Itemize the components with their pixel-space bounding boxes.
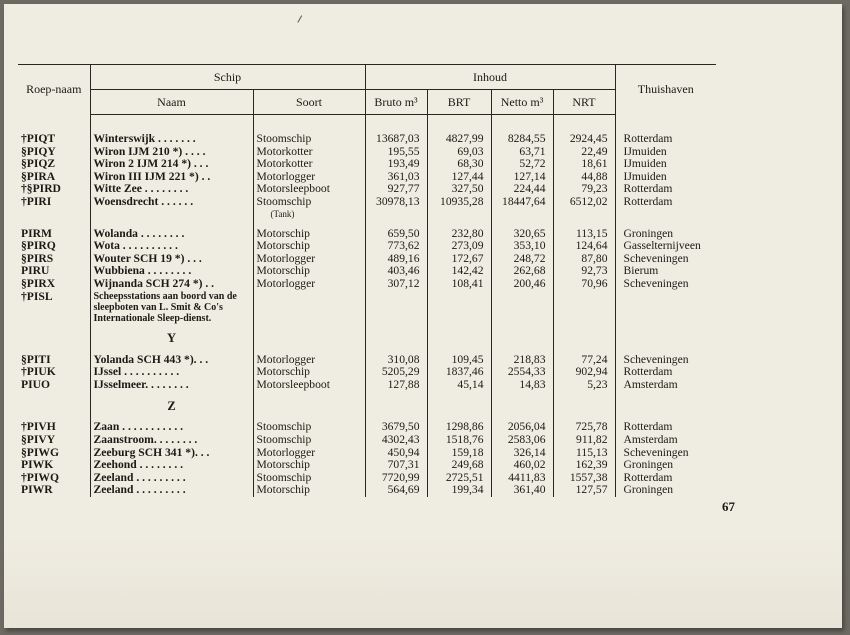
spacer-row xyxy=(18,219,716,228)
brt-value: 68,30 xyxy=(427,158,491,171)
bruto-value: 7720,99 xyxy=(365,472,427,485)
brt-value: 159,18 xyxy=(427,447,491,460)
ship-name: Zaanstroom. . . . . . . . xyxy=(90,434,253,447)
ship-type xyxy=(253,379,365,392)
ship-type xyxy=(253,196,365,219)
ship-type-label: Motorlogger xyxy=(256,251,316,265)
call-sign: †PIRI xyxy=(21,194,52,208)
ship-type-label: Stoomschip xyxy=(256,194,312,208)
call-sign: §PIQZ xyxy=(21,157,56,171)
page-number: 67 xyxy=(722,499,735,514)
table-row xyxy=(18,253,716,266)
nrt-value: 162,39 xyxy=(553,459,615,472)
brt-value: 4827,99 xyxy=(427,133,491,146)
spacer-row xyxy=(18,115,716,134)
netto-value: 14,83 xyxy=(491,379,553,392)
nrt-value: 77,24 xyxy=(553,354,615,367)
table-row xyxy=(18,196,716,219)
ship-type-label: Motorlogger xyxy=(256,276,316,290)
brt-value: 327,50 xyxy=(427,183,491,196)
nrt-value: 113,15 xyxy=(553,228,615,241)
nrt-value: 124,64 xyxy=(553,240,615,253)
brt-value: 2725,51 xyxy=(427,472,491,485)
ship-name: Winterswijk . . . . . . . xyxy=(90,133,253,146)
home-port: Bierum xyxy=(615,265,716,278)
brt-value: 172,67 xyxy=(427,253,491,266)
netto-value: 218,83 xyxy=(491,354,553,367)
home-port: Scheveningen xyxy=(615,447,716,460)
brt-value: 109,45 xyxy=(427,354,491,367)
table-row xyxy=(18,278,716,291)
netto-value: 200,46 xyxy=(491,278,553,291)
bruto-value: 773,62 xyxy=(365,240,427,253)
ship-type-label: Stoomschip xyxy=(256,470,312,484)
netto-value: 262,68 xyxy=(491,265,553,278)
nrt-value: 22,49 xyxy=(553,146,615,159)
bruto-value: 450,94 xyxy=(365,447,427,460)
call-sign: †§PIRD xyxy=(21,182,61,196)
table-row xyxy=(18,291,716,324)
tank-note: (Tank) xyxy=(270,208,295,219)
call-sign: §PIRQ xyxy=(21,239,56,253)
call-sign: §PIRS xyxy=(21,251,54,265)
netto-value: 361,40 xyxy=(491,484,553,497)
station-note: Scheepsstations aan boord van de sleepboten van L. Smit & Co's Internationale Sleep-dienst. xyxy=(93,290,237,324)
nrt-value: 1557,38 xyxy=(553,472,615,485)
brt-value: 69,03 xyxy=(427,146,491,159)
nrt-value: 2924,45 xyxy=(553,133,615,146)
ship-type-label: Motorsleepboot xyxy=(256,182,330,196)
ship-name: Witte Zee . . . . . . . . xyxy=(90,183,253,196)
header-brt: BRT xyxy=(427,90,491,115)
bruto-value: 4302,43 xyxy=(365,434,427,447)
netto-value: 127,14 xyxy=(491,171,553,184)
nrt-value: 92,73 xyxy=(553,265,615,278)
call-sign: PIUO xyxy=(21,377,50,391)
home-port: Gasselternijveen xyxy=(615,240,716,253)
home-port: Scheveningen xyxy=(615,278,716,291)
home-port: IJmuiden xyxy=(615,171,716,184)
header-naam: Naam xyxy=(90,90,253,115)
ship-name: Wiron 2 IJM 214 *) . . . xyxy=(90,158,253,171)
table-row xyxy=(18,459,716,472)
nrt-value: 18,61 xyxy=(553,158,615,171)
ship-name: Yolanda SCH 443 *). . . xyxy=(90,354,253,367)
table-row xyxy=(18,158,716,171)
table-row xyxy=(18,379,716,392)
home-port: Rotterdam xyxy=(615,366,716,379)
ship-name: Zeehond . . . . . . . . xyxy=(90,459,253,472)
table-row xyxy=(18,354,716,367)
header-soort: Soort xyxy=(253,90,365,115)
nrt-value: 127,57 xyxy=(553,484,615,497)
bruto-value: 13687,03 xyxy=(365,133,427,146)
brt-value: 232,80 xyxy=(427,228,491,241)
table-row xyxy=(18,228,716,241)
netto-value: 2056,04 xyxy=(491,421,553,434)
call-sign: PIWR xyxy=(21,483,53,497)
ship-type-label: Motorschip xyxy=(256,365,310,379)
netto-value: 460,02 xyxy=(491,459,553,472)
netto-value: 63,71 xyxy=(491,146,553,159)
bruto-value: 3679,50 xyxy=(365,421,427,434)
home-port: Rotterdam xyxy=(615,472,716,485)
call-sign: †PIUK xyxy=(21,365,56,379)
netto-value: 2554,33 xyxy=(491,366,553,379)
call-sign: §PIRX xyxy=(21,276,56,290)
bruto-value: 127,88 xyxy=(365,379,427,392)
call-sign-table xyxy=(18,64,716,497)
ship-name: IJssel . . . . . . . . . . xyxy=(90,366,253,379)
table-row xyxy=(18,421,716,434)
header-netto: Netto m³ xyxy=(491,90,553,115)
home-port: Amsterdam xyxy=(615,434,716,447)
header-thuishaven: Thuishaven xyxy=(615,65,716,115)
nrt-value: 6512,02 xyxy=(553,196,615,219)
call-sign: §PIVY xyxy=(21,432,56,446)
ship-type-label: Motorschip xyxy=(256,458,310,472)
brt-value: 273,09 xyxy=(427,240,491,253)
netto-value: 248,72 xyxy=(491,253,553,266)
ship-type-label: Motorschip xyxy=(256,226,310,240)
call-sign: §PITI xyxy=(21,352,51,366)
netto-value: 8284,55 xyxy=(491,133,553,146)
ship-name: Zaan . . . . . . . . . . . xyxy=(90,421,253,434)
brt-value: 45,14 xyxy=(427,379,491,392)
netto-value: 52,72 xyxy=(491,158,553,171)
ship-type-label: Motorlogger xyxy=(256,445,316,459)
section-heading-y xyxy=(18,324,716,354)
ship-type-label: Stoomschip xyxy=(256,132,312,145)
nrt-value: 911,82 xyxy=(553,434,615,447)
ship-type-label: Stoomschip xyxy=(256,420,312,434)
call-sign: †PISL xyxy=(21,289,53,303)
home-port: Rotterdam xyxy=(615,196,716,219)
table-row xyxy=(18,366,716,379)
document-page xyxy=(4,4,842,628)
ship-name: Wota . . . . . . . . . . xyxy=(90,240,253,253)
ship-name: IJsselmeer. . . . . . . . xyxy=(90,379,253,392)
ship-name: Zeeland . . . . . . . . . xyxy=(90,472,253,485)
bruto-value: 659,50 xyxy=(365,228,427,241)
brt-value: 1518,76 xyxy=(427,434,491,447)
home-port: Groningen xyxy=(615,228,716,241)
brt-value: 249,68 xyxy=(427,459,491,472)
nrt-value: 79,23 xyxy=(553,183,615,196)
bruto-value: 403,46 xyxy=(365,265,427,278)
header-nrt: NRT xyxy=(553,90,615,115)
ship-name: Woensdrecht . . . . . . xyxy=(90,196,253,219)
table-row xyxy=(18,146,716,159)
bruto-value: 489,16 xyxy=(365,253,427,266)
table-row xyxy=(18,133,716,146)
ship-type-label: Motorlogger xyxy=(256,352,316,366)
page-lower-shade xyxy=(4,536,842,628)
brt-value: 142,42 xyxy=(427,265,491,278)
home-port: Groningen xyxy=(615,459,716,472)
table-row xyxy=(18,183,716,196)
ship-name: Wiron IJM 210 *) . . . . xyxy=(90,146,253,159)
bruto-value: 707,31 xyxy=(365,459,427,472)
home-port: Rotterdam xyxy=(615,183,716,196)
home-port: Rotterdam xyxy=(615,133,716,146)
netto-value: 2583,06 xyxy=(491,434,553,447)
brt-value: 199,34 xyxy=(427,484,491,497)
bruto-value: 5205,29 xyxy=(365,366,427,379)
header-roepnaam: Roep-naam xyxy=(18,65,90,115)
nrt-value: 725,78 xyxy=(553,421,615,434)
section-letter: Z xyxy=(90,391,253,421)
call-sign: †PIVH xyxy=(21,420,56,434)
nrt-value: 115,13 xyxy=(553,447,615,460)
call-sign: §PIWG xyxy=(21,445,60,459)
netto-value: 18447,64 xyxy=(491,196,553,219)
home-port: IJmuiden xyxy=(615,146,716,159)
ship-type-label: Motorschip xyxy=(256,264,310,278)
brt-value: 1837,46 xyxy=(427,366,491,379)
table-row xyxy=(18,434,716,447)
call-sign: PIWK xyxy=(21,458,54,472)
netto-value: 320,65 xyxy=(491,228,553,241)
section-letter: Y xyxy=(90,324,253,354)
brt-value: 108,41 xyxy=(427,278,491,291)
home-port: Groningen xyxy=(615,484,716,497)
bruto-value: 195,55 xyxy=(365,146,427,159)
ship-name: Wijnanda SCH 274 *) . . xyxy=(90,278,253,291)
table-row xyxy=(18,265,716,278)
brt-value: 1298,86 xyxy=(427,421,491,434)
brt-value: 127,44 xyxy=(427,171,491,184)
table-row xyxy=(18,171,716,184)
ship-type-label: Stoomschip xyxy=(256,432,312,446)
section-heading-z xyxy=(18,391,716,421)
call-sign: PIRM xyxy=(21,226,52,240)
nrt-value: 87,80 xyxy=(553,253,615,266)
table-row xyxy=(18,240,716,253)
netto-value: 353,10 xyxy=(491,240,553,253)
header-schip: Schip xyxy=(90,65,365,90)
table-row xyxy=(18,472,716,485)
ship-name: Zeeland . . . . . . . . . xyxy=(90,484,253,497)
netto-value: 224,44 xyxy=(491,183,553,196)
nrt-value: 5,23 xyxy=(553,379,615,392)
header-inhoud: Inhoud xyxy=(365,65,615,90)
table-row xyxy=(18,484,716,497)
call-sign: PIRU xyxy=(21,264,50,278)
pencil-mark xyxy=(297,15,305,24)
netto-value: 4411,83 xyxy=(491,472,553,485)
nrt-value: 70,96 xyxy=(553,278,615,291)
table-row xyxy=(18,447,716,460)
bruto-value: 564,69 xyxy=(365,484,427,497)
call-sign: §PIRA xyxy=(21,169,56,183)
ship-name: Wolanda . . . . . . . . xyxy=(90,228,253,241)
bruto-value: 927,77 xyxy=(365,183,427,196)
home-port: Rotterdam xyxy=(615,421,716,434)
home-port: Scheveningen xyxy=(615,354,716,367)
ship-name: Wubbiena . . . . . . . . xyxy=(90,265,253,278)
netto-value: 326,14 xyxy=(491,447,553,460)
note-cell xyxy=(90,291,253,324)
table-body xyxy=(18,115,716,497)
home-port: Scheveningen xyxy=(615,253,716,266)
bruto-value: 361,03 xyxy=(365,171,427,184)
ship-type xyxy=(253,484,365,497)
ship-type-label: Motorlogger xyxy=(256,169,316,183)
ship-type-label: Motorschip xyxy=(256,239,310,253)
brt-value: 10935,28 xyxy=(427,196,491,219)
call-sign: †PIQT xyxy=(21,132,56,145)
bruto-value: 307,12 xyxy=(365,278,427,291)
ship-name: Wiron III IJM 221 *) . . xyxy=(90,171,253,184)
call-sign: §PIQY xyxy=(21,144,56,158)
call-sign: †PIWQ xyxy=(21,470,60,484)
nrt-value: 902,94 xyxy=(553,366,615,379)
nrt-value: 44,88 xyxy=(553,171,615,184)
ship-name: Wouter SCH 19 *) . . . xyxy=(90,253,253,266)
ship-type-label: Motorsleepboot xyxy=(256,377,330,391)
bruto-value: 193,49 xyxy=(365,158,427,171)
bruto-value: 310,08 xyxy=(365,354,427,367)
ship-type-label: Motorkotter xyxy=(256,144,313,158)
ship-type-label: Motorkotter xyxy=(256,157,313,171)
ship-type-label: Motorschip xyxy=(256,483,310,497)
home-port: Amsterdam xyxy=(615,379,716,392)
header-bruto: Bruto m³ xyxy=(365,90,427,115)
ship-type xyxy=(253,278,365,291)
bruto-value: 30978,13 xyxy=(365,196,427,219)
home-port: IJmuiden xyxy=(615,158,716,171)
ship-name: Zeeburg SCH 341 *). . . xyxy=(90,447,253,460)
